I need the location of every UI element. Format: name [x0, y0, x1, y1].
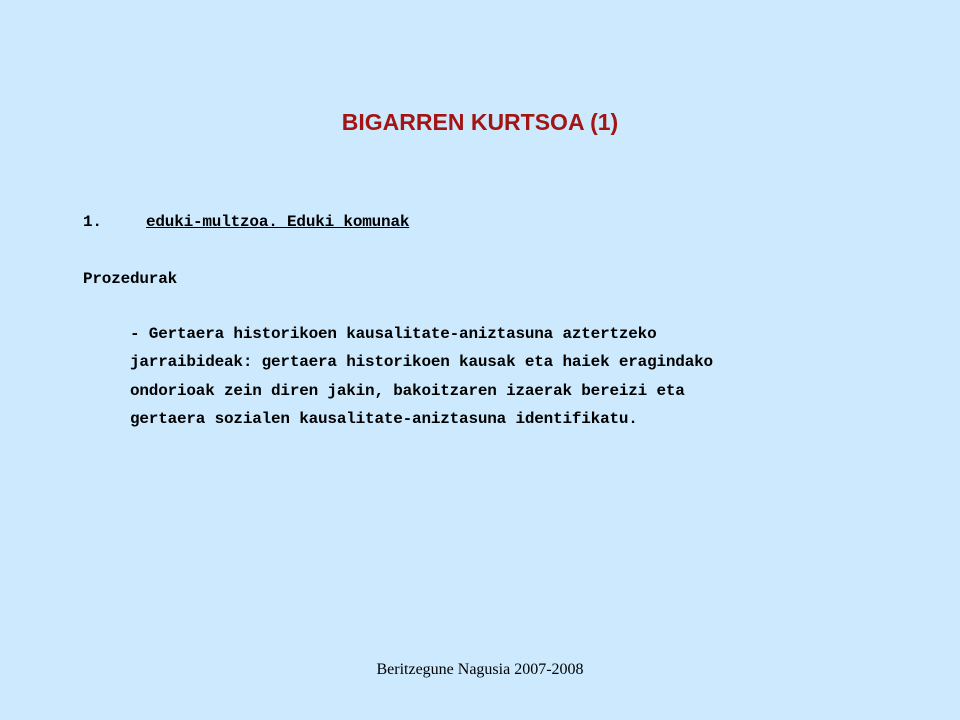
paragraph-line: - Gertaera historikoen kausalitate-aniztasuna aztertzeko [130, 325, 657, 343]
section-number: 1. [83, 213, 102, 231]
body-paragraph [130, 320, 930, 433]
paragraph-line: jarraibideak: gertaera historikoen kausak eta haiek eragindako [130, 353, 713, 372]
section-heading [83, 213, 409, 231]
subheading: Prozedurak [83, 270, 178, 288]
slide-title: BIGARREN KURTSOA (1) [341, 109, 619, 135]
paragraph-line: gertaera sozialen kausalitate-aniztasuna identifikatu. [130, 409, 638, 428]
section-heading-text: eduki-multzoa. Eduki komunak [146, 213, 410, 231]
slide-footer: Beritzegune Nagusia 2007-2008 [376, 661, 584, 678]
paragraph-line: ondorioak zein diren jakin, bakoitzaren izaerak bereizi eta [130, 381, 685, 400]
